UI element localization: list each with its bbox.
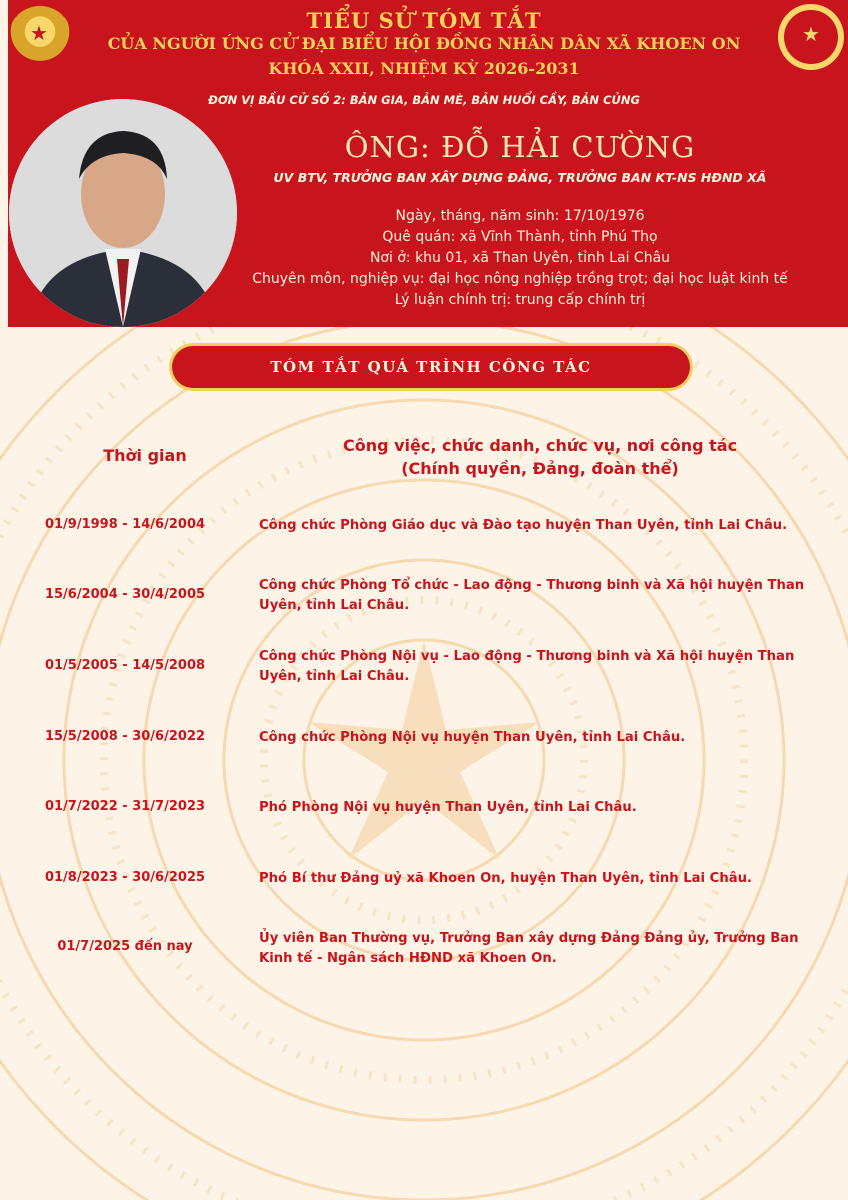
expertise: Chuyên môn, nghiệp vụ: đại học nông nghiệp trồng trọt; đại học luật kinh tế: [252, 271, 788, 287]
timeline-desc: Phó Phòng Nội vụ huyện Than Uyên, tỉnh Lai Châu.: [259, 800, 637, 815]
timeline-time: 15/6/2004 - 30/4/2005: [44, 587, 206, 602]
timeline-time: 15/5/2008 - 30/6/2022: [44, 729, 206, 744]
document-subtitle: CỦA NGƯỜI ỨNG CỬ ĐẠI BIỂU HỘI ĐỒNG NHÂN DÂN XÃ KHOEN ON: [107, 34, 741, 53]
column-header-work: [320, 434, 760, 480]
timeline-time: 01/8/2023 - 30/6/2025: [44, 870, 206, 885]
section-title: TÓM TẮT QUÁ TRÌNH CÔNG TÁC: [270, 358, 592, 376]
birth-date: Ngày, tháng, năm sinh: 17/10/1976: [395, 208, 645, 224]
candidate-info: [245, 206, 795, 311]
electoral-unit: ĐƠN VỊ BẦU CỬ SỐ 2: BẢN GIA, BẢN MÈ, BẢN HUỔI CẦY, BẢN CỦNG: [208, 93, 640, 107]
timeline-time: 01/7/2022 - 31/7/2023: [44, 799, 206, 814]
section-title-banner: [172, 346, 690, 388]
candidate-name: ÔNG: ĐỖ HẢI CƯỜNG: [344, 130, 696, 164]
document-title: TIỂU SỬ TÓM TẮT: [306, 8, 542, 33]
candidate-role: UV BTV, TRƯỞNG BAN XÂY DỰNG ĐẢNG, TRƯỞNG BAN KT-NS HĐND XÃ: [273, 170, 767, 185]
fatherland-front-logo-icon: ★: [778, 4, 844, 70]
column-header-time: Thời gian: [103, 446, 187, 465]
timeline-desc: Công chức Phòng Nội vụ huyện Than Uyên, tỉnh Lai Châu.: [259, 730, 686, 745]
timeline-desc: Công chức Phòng Giáo dục và Đào tạo huyện Than Uyên, tỉnh Lai Châu.: [259, 518, 788, 533]
candidate-photo: [9, 99, 237, 327]
timeline-time: 01/9/1998 - 14/6/2004: [44, 517, 206, 532]
term-label: KHÓA XXII, NHIỆM KỲ 2026-2031: [268, 59, 580, 78]
timeline-desc: Công chức Phòng Tổ chức - Lao động - Thương binh và Xã hội huyện Than Uyên, tỉnh Lai Châu.: [259, 578, 805, 613]
political-theory: Lý luận chính trị: trung cấp chính trị: [394, 292, 646, 308]
timeline-time: 01/5/2005 - 14/5/2008: [44, 658, 206, 673]
hometown: Quê quán: xã Vĩnh Thành, tỉnh Phú Thọ: [382, 229, 658, 245]
column-header-work-line2: (Chính quyền, Đảng, đoàn thể): [401, 459, 679, 478]
timeline-time: 01/7/2025 đến nay: [57, 939, 193, 954]
timeline-desc: Công chức Phòng Nội vụ - Lao động - Thương binh và Xã hội huyện Than Uyên, tỉnh Lai Châu.: [259, 649, 795, 684]
national-emblem-icon: ★: [8, 6, 72, 70]
timeline-desc: Phó Bí thư Đảng uỷ xã Khoen On, huyện Than Uyên, tỉnh Lai Châu.: [259, 871, 753, 886]
residence: Nơi ở: khu 01, xã Than Uyên, tỉnh Lai Châu: [369, 250, 671, 266]
column-header-work-line1: Công việc, chức danh, chức vụ, nơi công tác: [342, 436, 738, 455]
timeline-desc: Ủy viên Ban Thường vụ, Trưởng Ban xây dựng Đảng Đảng ủy, Trưởng Ban Kinh tế - Ngân sách HĐND xã Khoen On.: [259, 931, 799, 966]
